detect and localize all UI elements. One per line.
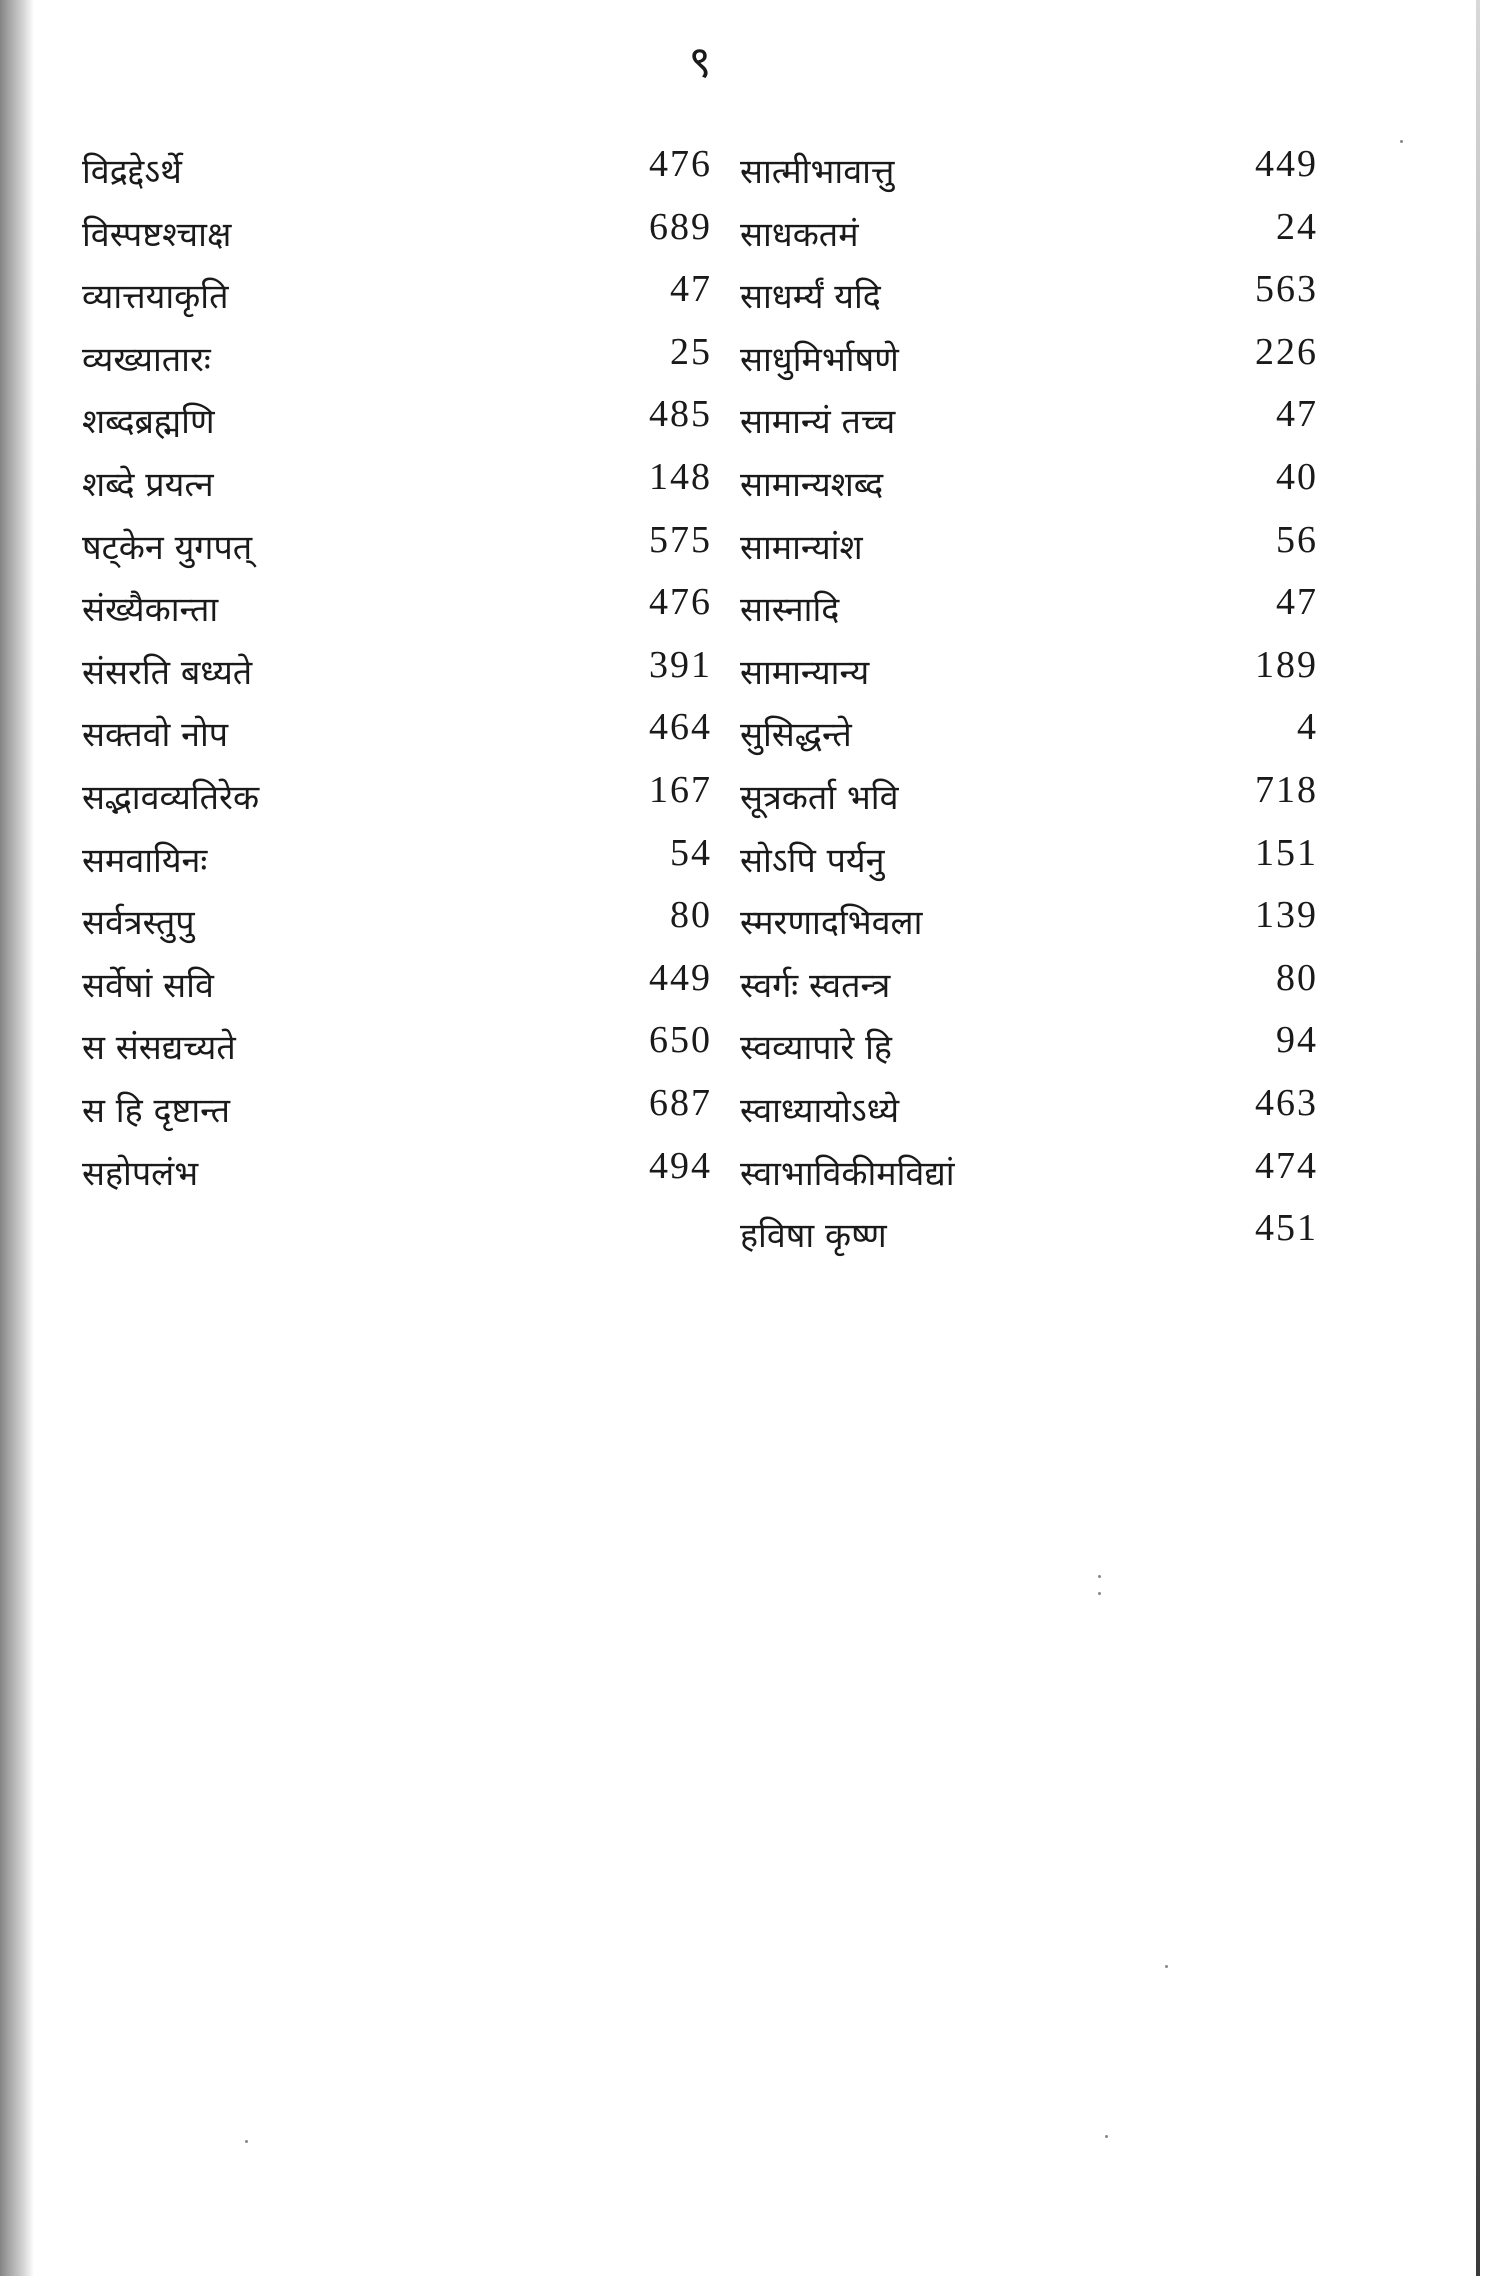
index-term: स्वव्यापारे हि — [740, 1028, 892, 1069]
index-term: सामान्यशब्द — [740, 464, 884, 505]
index-entry — [82, 330, 712, 401]
index-term: हविषा कृष्ण — [740, 1216, 887, 1257]
scan-speck — [1165, 1965, 1168, 1968]
index-entry — [740, 330, 1318, 401]
index-entry — [82, 706, 712, 776]
index-entry — [82, 643, 712, 714]
index-entry — [740, 1081, 1318, 1152]
scan-speck — [1400, 140, 1403, 143]
index-page-ref: 47 — [1276, 393, 1318, 436]
scan-speck — [245, 2140, 248, 2143]
index-term: सात्मीभावात्तु — [740, 152, 895, 192]
page-number: ९ — [688, 37, 712, 88]
index-term: संख्यैकान्ता — [82, 590, 219, 631]
index-page-ref: 451 — [1255, 1207, 1318, 1250]
index-entry — [82, 205, 712, 276]
scan-speck — [1098, 1592, 1101, 1595]
index-page-ref: 476 — [649, 581, 712, 624]
index-page-ref: 80 — [670, 894, 712, 937]
index-term: विद्रद्देऽर्थे — [82, 152, 182, 192]
index-entry — [82, 268, 712, 338]
index-term: स्वाध्यायोऽध्ये — [740, 1090, 900, 1131]
index-page-ref: 94 — [1276, 1019, 1318, 1062]
index-entry — [740, 393, 1318, 463]
index-page-ref: 148 — [649, 455, 712, 498]
index-page-ref: 80 — [1276, 956, 1318, 999]
scan-speck — [1098, 1575, 1101, 1578]
index-page-ref: 54 — [670, 831, 712, 874]
index-entry — [82, 894, 712, 964]
index-term: शब्दे प्रयत्न — [82, 464, 214, 505]
index-entry — [82, 768, 712, 839]
scan-edge-shadow — [0, 0, 34, 2276]
index-term: सास्नादि — [740, 590, 840, 631]
index-term: स्वर्गः स्वतन्त्र — [740, 965, 891, 1006]
index-entry — [82, 1019, 712, 1089]
index-term: व्यख्यातारः — [82, 339, 211, 380]
index-entry — [740, 956, 1318, 1027]
index-term: सामान्यांश — [740, 527, 863, 568]
index-page-ref: 449 — [1255, 143, 1318, 185]
index-column-right — [740, 143, 1318, 1277]
index-term: साधर्म्यं यदि — [740, 277, 881, 318]
index-column-left — [82, 143, 712, 1214]
index-term: सहोपलंभ — [82, 1153, 199, 1194]
index-page-ref: 474 — [1255, 1144, 1318, 1187]
index-page-ref: 563 — [1255, 268, 1318, 311]
index-entry — [82, 956, 712, 1027]
index-term: सक्तवो नोप — [82, 715, 229, 756]
index-page-ref: 226 — [1255, 330, 1318, 373]
index-page-ref: 24 — [1276, 205, 1318, 248]
index-term: साधुमिर्भाषणे — [740, 339, 899, 380]
index-term: सामान्यान्य — [740, 652, 870, 693]
index-entry — [82, 581, 712, 651]
index-page-ref: 40 — [1276, 455, 1318, 498]
index-term: सद्भावव्यतिरेक — [82, 777, 260, 818]
index-page-ref: 4 — [1297, 706, 1318, 749]
index-page-ref: 650 — [649, 1019, 712, 1062]
index-entry — [740, 1144, 1318, 1215]
index-page-ref: 47 — [670, 268, 712, 311]
index-term: व्यात्तयाकृति — [82, 277, 229, 318]
index-entry — [82, 1081, 712, 1152]
index-page-ref: 464 — [649, 706, 712, 749]
index-term: सर्वत्रस्तुपु — [82, 903, 195, 944]
index-page-ref: 47 — [1276, 581, 1318, 624]
index-entry — [740, 894, 1318, 964]
index-entry — [740, 1207, 1318, 1277]
index-entry — [82, 518, 712, 589]
index-term: संसरति बध्यते — [82, 652, 253, 693]
index-entry — [740, 831, 1318, 902]
index-page-ref: 449 — [649, 956, 712, 999]
index-entry — [82, 393, 712, 463]
index-term: स्मरणादभिवला — [740, 903, 923, 944]
index-term: सुसिद्धन्ते — [740, 715, 852, 756]
index-entry — [740, 581, 1318, 651]
index-entry — [740, 706, 1318, 776]
index-entry — [740, 268, 1318, 338]
index-entry — [740, 143, 1318, 213]
index-page-ref: 476 — [649, 143, 712, 185]
index-term: स्वाभाविकीमविद्यां — [740, 1153, 955, 1194]
index-entry — [740, 518, 1318, 589]
index-entry — [740, 768, 1318, 839]
index-page-ref: 463 — [1255, 1081, 1318, 1124]
index-term: सामान्यं तच्च — [740, 402, 896, 443]
index-page-ref: 151 — [1255, 831, 1318, 874]
index-page-ref: 689 — [649, 205, 712, 248]
index-entry — [82, 143, 712, 213]
index-page-ref: 139 — [1255, 894, 1318, 937]
index-page-ref: 494 — [649, 1144, 712, 1187]
scan-speck — [1105, 2135, 1108, 2138]
index-term: समवायिनः — [82, 840, 208, 881]
index-term: शब्दब्रह्मणि — [82, 402, 215, 443]
index-page-ref: 189 — [1255, 643, 1318, 686]
index-page-ref: 718 — [1255, 768, 1318, 811]
index-page-ref: 485 — [649, 393, 712, 436]
index-term: साधकतमं — [740, 214, 859, 255]
index-entry — [740, 205, 1318, 276]
index-entry — [82, 831, 712, 902]
index-term: स हि दृष्टान्त — [82, 1090, 231, 1131]
index-term: स संसद्यच्यते — [82, 1028, 236, 1069]
index-entry — [740, 1019, 1318, 1089]
index-entry — [740, 643, 1318, 714]
index-page-ref: 167 — [649, 768, 712, 811]
index-entry — [82, 455, 712, 526]
index-page-ref: 56 — [1276, 518, 1318, 561]
index-entry — [82, 1144, 712, 1215]
index-term: सर्वेषां सवि — [82, 965, 214, 1006]
index-page-ref: 687 — [649, 1081, 712, 1124]
index-term: सूत्रकर्ता भवि — [740, 777, 899, 818]
index-term: सोऽपि पर्यनु — [740, 840, 885, 881]
index-term: षट्केन युगपत् — [82, 527, 253, 568]
index-entry — [740, 455, 1318, 526]
index-page-ref: 575 — [649, 518, 712, 561]
index-page-ref: 391 — [649, 643, 712, 686]
index-term: विस्पष्टश्चाक्ष — [82, 214, 232, 255]
index-page-ref: 25 — [670, 330, 712, 373]
scan-margin-line — [1476, 0, 1480, 2276]
